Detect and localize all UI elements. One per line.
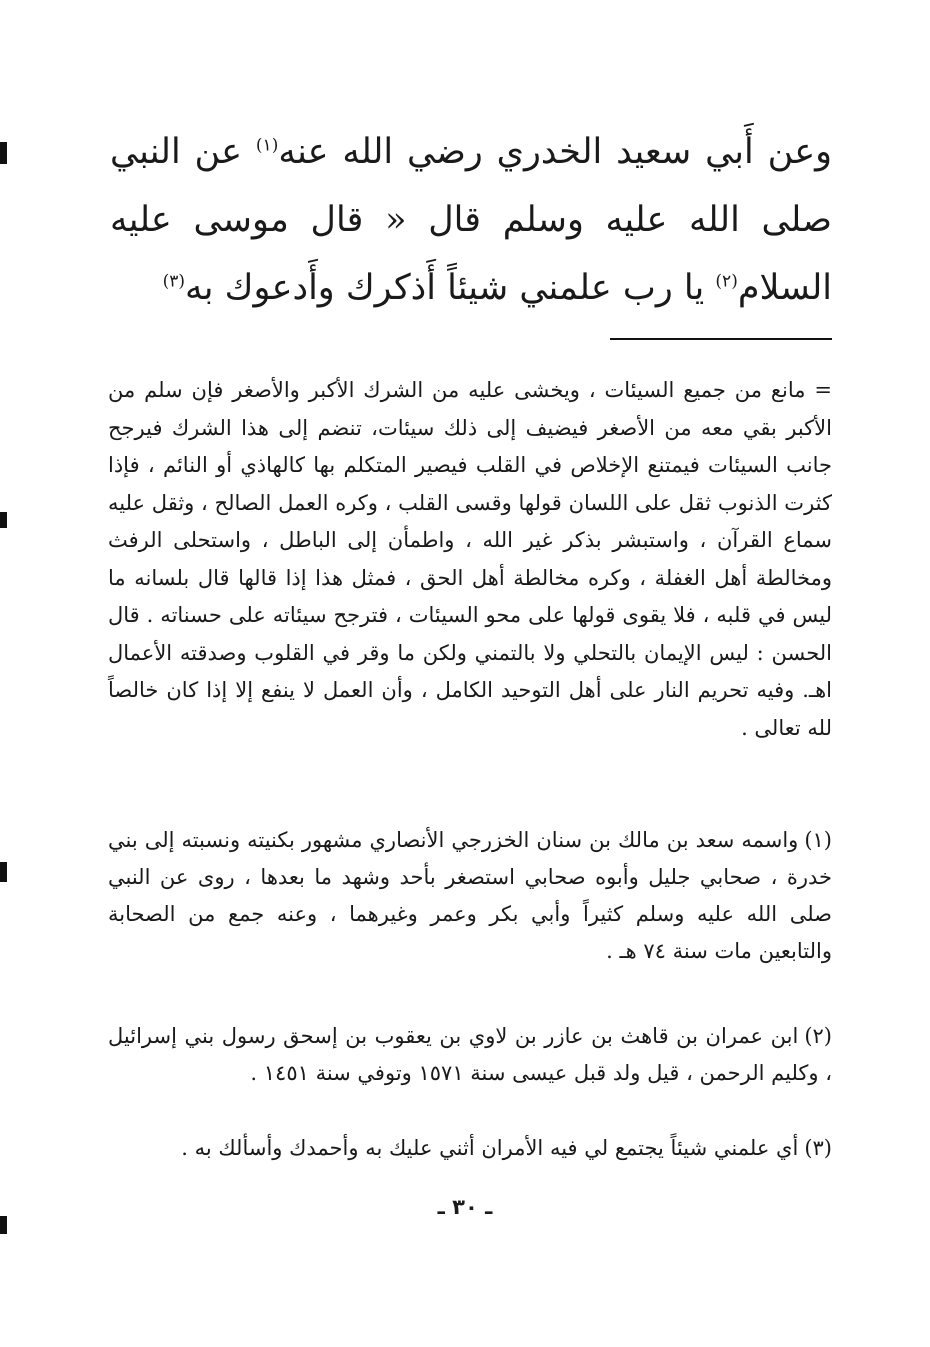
hadith-paragraph	[110, 118, 832, 322]
footnote-ref-2: (٢)	[715, 271, 738, 292]
hadith-text-part-2: عن النبي صلى الله عليه وسلم قال « قال موسى عليه السلام	[110, 132, 832, 308]
scan-edge-mark	[0, 142, 7, 164]
scan-edge-mark	[0, 512, 7, 528]
footnote-3	[108, 1130, 832, 1167]
footnote-3-text: أي علمني شيئاً يجتمع لي فيه الأمران أثني عليك به وأحمدك وأسألك به .	[181, 1136, 799, 1160]
hadith-main-text	[110, 118, 832, 322]
hadith-text-part-3: يا رب علمني شيئاً أَذكرك وأَدعوك به	[185, 268, 716, 308]
footnote-ref-1: (١)	[255, 135, 279, 156]
footnote-1-text: واسمه سعد بن مالك بن سنان الخزرجي الأنصاري مشهور بكنيته ونسبته إلى بني خدرة ، صحابي جليل وأبوه صحابي استصغر بأحد وشهد ما بعدها ، روى عن النبي صلى الله عليه وسلم كثيراً وأبي بكر وعمر وغيرهما ، وعنه جمع من الصحابة والتابعين مات سنة ٧٤ هـ .	[108, 828, 832, 963]
page-number: ـ ٣٠ ـ	[437, 1195, 493, 1219]
footnote-2	[108, 1018, 832, 1092]
footnote-1	[108, 822, 832, 970]
footnote-2-number: (٢)	[804, 1024, 832, 1048]
hadith-text-part-1: وعن أَبي سعيد الخدري رضي الله عنه	[278, 132, 832, 172]
footnote-3-number: (٣)	[804, 1136, 832, 1160]
scan-edge-mark	[0, 862, 7, 882]
footnote-1-number: (١)	[804, 828, 832, 852]
footnote-2-text: ابن عمران بن قاهث بن عازر بن لاوي بن يعقوب بن إسحق رسول بني إسرائيل ، وكليم الرحمن ، قيل ولد قبل عيسى سنة ١٥٧١ وتوفي سنة ١٤٥١ .	[108, 1024, 832, 1085]
footnote-divider	[610, 338, 832, 340]
footnote-ref-3: (٣)	[162, 271, 186, 292]
commentary-continuation: = مانع من جميع السيئات ، ويخشى عليه من الشرك الأكبر والأصغر فإن سلم من الأكبر بقي معه من الأصغر فيضيف إلى ذلك سيئات، تنضم إلى هذا الشرك فيرجح جانب السيئات فيمتنع الإخلاص في القلب فيصير المتكلم بها كالهاذي أو النائم ، فإذا كثرت الذنوب ثقل على اللسان قولها وقسى القلب ، وكره العمل الصالح ، وثقل عليه سماع القرآن ، واستبشر بذكر غير الله ، واطمأن إلى الباطل ، واستحلى الرفث ومخالطة أهل الغفلة ، وكره مخالطة أهل الحق ، فمثل هذا إذا قالها قال بلسانه ما ليس في قلبه ، فلا يقوى قولها على محو السيئات ، فترجح سيئاته على حسناته . قال الحسن : ليس الإيمان بالتحلي ولا بالتمني ولكن ما وقر في القلوب وصدقته الأعمال اهـ. وفيه تحريم النار على أهل التوحيد الكامل ، وأن العمل لا ينفع إلا إذا كان خالصاً لله تعالى .	[108, 378, 832, 740]
